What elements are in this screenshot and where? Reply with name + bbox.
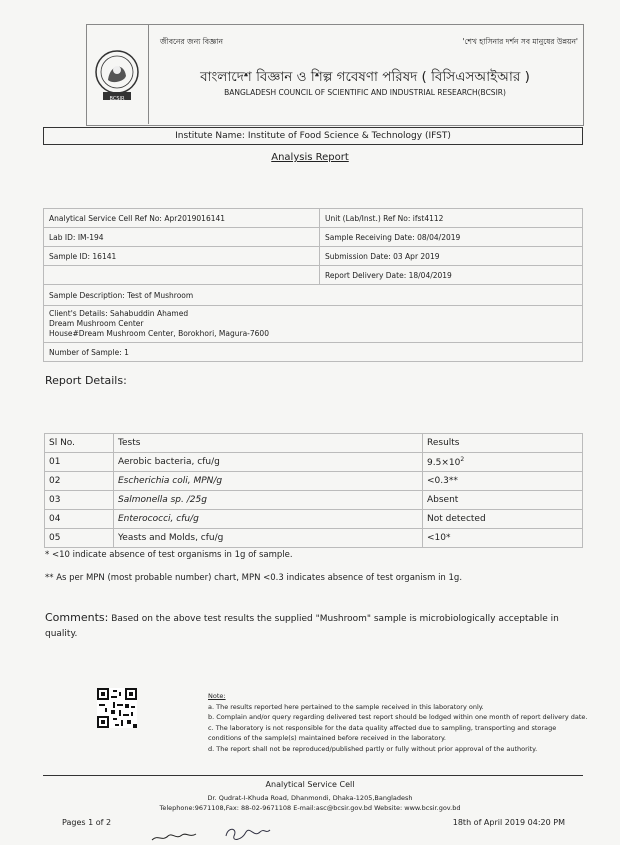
institute-name: Institute Name: Institute of Food Science & Technology (IFST) bbox=[43, 127, 583, 145]
report-title: Analysis Report bbox=[271, 152, 349, 163]
row-result: Absent bbox=[423, 491, 583, 510]
submission-date: Submission Date: 03 Apr 2019 bbox=[320, 247, 583, 266]
page-count: Pages 1 of 2 bbox=[62, 818, 112, 827]
row-test: Aerobic bacteria, cfu/g bbox=[114, 453, 423, 472]
client-line-3: House#Dream Mushroom Center, Borokhori, Magura-7600 bbox=[49, 329, 269, 338]
table-row bbox=[45, 510, 583, 529]
header-results: Results bbox=[423, 434, 583, 453]
sample-description: Sample Description: Test of Mushroom bbox=[44, 285, 583, 306]
footer-address: Dr. Qudrat-I-Khuda Road, Dhanmondi, Dhaka-1205,Bangladesh bbox=[207, 794, 413, 802]
row-sl: 05 bbox=[45, 529, 114, 548]
ref-no: Analytical Service Cell Ref No: Apr2019016141 bbox=[44, 209, 320, 228]
table-row bbox=[44, 266, 583, 285]
row-result bbox=[423, 453, 583, 472]
bcsir-logo-icon bbox=[94, 46, 140, 102]
table-row bbox=[45, 453, 583, 472]
footnote-1: * <10 indicate absence of test organisms in 1g of sample. bbox=[45, 550, 293, 560]
client-line-2: Dream Mushroom Center bbox=[49, 319, 144, 328]
row-result: Not detected bbox=[423, 510, 583, 529]
footer-timestamp: 18th of April 2019 04:20 PM bbox=[452, 818, 565, 827]
results-table bbox=[44, 433, 583, 548]
footer-cell: Analytical Service Cell bbox=[265, 780, 355, 789]
table-row bbox=[44, 228, 583, 247]
result-exponent: 2 bbox=[460, 456, 465, 463]
table-row bbox=[44, 306, 583, 343]
note-a: a. The results reported here pertained to the sample received in this laboratory only. bbox=[208, 702, 484, 711]
number-of-samples: Number of Sample: 1 bbox=[44, 343, 583, 362]
delivery-date: Report Delivery Date: 18/04/2019 bbox=[320, 266, 583, 285]
sample-id: Sample ID: 16141 bbox=[44, 247, 320, 266]
footer-contact: Telephone:9671108,Fax: 88-02-9671108 E-mail:asc@bcsir.gov.bd Website: www.bcsir.gov.bd bbox=[159, 804, 461, 812]
row-result: <10* bbox=[423, 529, 583, 548]
footer-divider bbox=[43, 775, 583, 776]
header-tests: Tests bbox=[114, 434, 423, 453]
client-details bbox=[44, 306, 583, 343]
row-result: <0.3** bbox=[423, 472, 583, 491]
row-test: Escherichia coli, MPN/g bbox=[114, 472, 423, 491]
logo-text: BCSIR bbox=[109, 96, 125, 102]
comments-label: Comments: bbox=[45, 611, 109, 624]
row-test: Salmonella sp. /25g bbox=[114, 491, 423, 510]
table-header-row bbox=[45, 434, 583, 453]
table-row bbox=[44, 343, 583, 362]
receiving-date: Sample Receiving Date: 08/04/2019 bbox=[320, 228, 583, 247]
result-value: 9.5×10 bbox=[427, 458, 461, 468]
table-row bbox=[45, 491, 583, 510]
title-bengali: বাংলাদেশ বিজ্ঞান ও শিল্প গবেষণা পরিষদ ( বিসিএসআইআর ) bbox=[200, 69, 530, 85]
table-row bbox=[44, 247, 583, 266]
signature-2-icon bbox=[222, 824, 272, 844]
comments bbox=[45, 610, 585, 642]
title-english: BANGLADESH COUNCIL OF SCIENTIFIC AND INDUSTRIAL RESEARCH(BCSIR) bbox=[224, 88, 506, 97]
note-c: c. The laboratory is not responsible for the data quality affected due to sampling, transporting and storage conditions of the sample(s) maintained before received in the laboratory. bbox=[208, 723, 557, 742]
table-row bbox=[44, 285, 583, 306]
comments-text: Based on the above test results the supplied "Mushroom" sample is microbiologically acceptable in quality. bbox=[45, 614, 559, 639]
sample-info-table bbox=[43, 208, 583, 362]
signature-1-icon bbox=[150, 826, 200, 844]
note-b: b. Complain and/or query regarding delivered test report should be lodged within one month of report delivery date. bbox=[208, 713, 588, 721]
lab-id: Lab ID: IM-194 bbox=[44, 228, 320, 247]
note-title: Note: bbox=[208, 692, 226, 700]
empty-cell bbox=[44, 266, 320, 285]
row-sl: 01 bbox=[45, 453, 114, 472]
unit-ref: Unit (Lab/Inst.) Ref No: ifst4112 bbox=[320, 209, 583, 228]
tagline-left: জীবনের জন্য বিজ্ঞান bbox=[160, 37, 223, 46]
tagline-right: 'শেখ হাসিনার দর্শন সব মানুষের উন্নয়ন' bbox=[462, 37, 578, 46]
table-row bbox=[45, 529, 583, 548]
note-d: d. The report shall not be reproduced/published partly or fully without prior approval of the authority. bbox=[208, 744, 538, 753]
client-line-1: Client's Details: Sahabuddin Ahamed bbox=[49, 309, 189, 318]
note-block bbox=[208, 691, 588, 754]
qr-code-icon bbox=[97, 688, 137, 728]
table-row bbox=[45, 472, 583, 491]
header-sl: Sl No. bbox=[45, 434, 114, 453]
table-row bbox=[44, 209, 583, 228]
row-sl: 02 bbox=[45, 472, 114, 491]
row-test: Enterococci, cfu/g bbox=[114, 510, 423, 529]
logo-box bbox=[86, 24, 149, 124]
row-test: Yeasts and Molds, cfu/g bbox=[114, 529, 423, 548]
row-sl: 04 bbox=[45, 510, 114, 529]
row-sl: 03 bbox=[45, 491, 114, 510]
footnote-2: ** As per MPN (most probable number) chart, MPN <0.3 indicates absence of test organism in 1g. bbox=[45, 573, 463, 583]
report-details-heading: Report Details: bbox=[45, 374, 127, 387]
